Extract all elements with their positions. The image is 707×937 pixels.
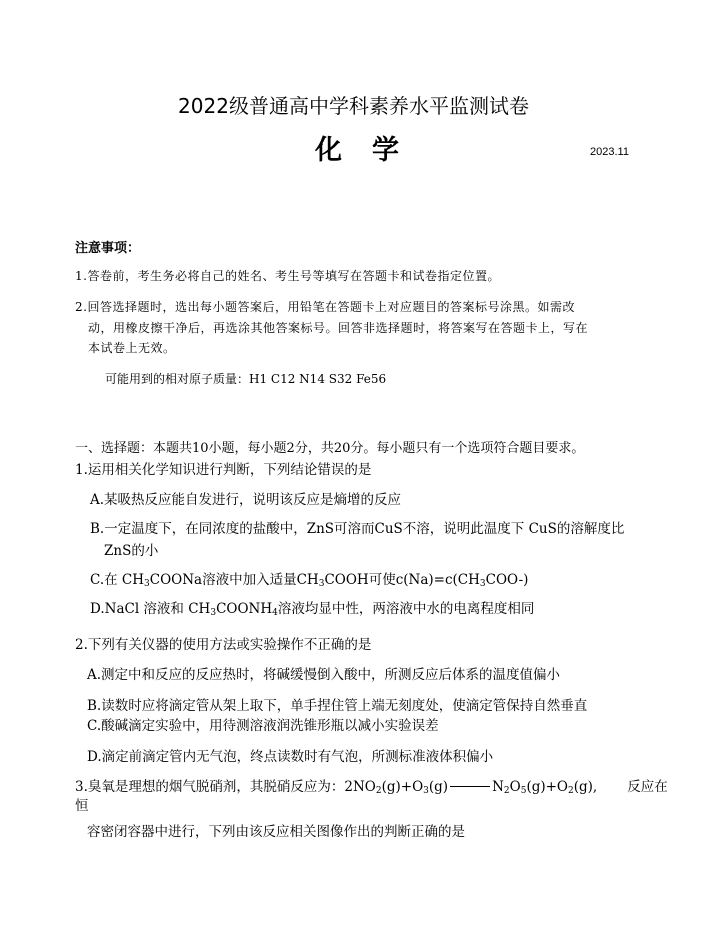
question-1-option-b-line-1: B.一定温度下，在同浓度的盐酸中，ZnS可溶而CuS不溶，说明此温度下 CuS的溶解度比 (90, 521, 625, 537)
reaction-arrow (450, 786, 490, 787)
question-1-option-b-line-2: ZnS的小 (104, 543, 159, 559)
question-3-stem-line-3: 容密闭容器中进行，下列由该反应相关图像作出的判断正确的是 (87, 824, 465, 840)
exam-date: 2023.11 (590, 146, 629, 158)
question-1-option-a: A.某吸热反应能自发进行，说明该反应是熵增的反应 (90, 492, 402, 508)
question-1-stem: 1.运用相关化学知识进行判断，下列结论错误的是 (75, 462, 372, 478)
subject-title: 化学 (315, 135, 429, 166)
question-3-stem: 3.臭氧是理想的烟气脱硝剂，其脱硝反应为：$2NO_2(g)+O_3(g)$ $N_2O_5(g)+O_2(g)$, 反应在 (75, 779, 668, 796)
question-2-stem: 2.下列有关仪器的使用方法或实验操作不正确的是 (75, 637, 372, 653)
atomic-masses: 可能用到的相对原子质量：H1 C12 N14 S32 Fe56 (105, 372, 387, 386)
notice-heading: 注意事项： (75, 241, 141, 256)
question-3-stem-line-2: 恒 (75, 798, 89, 814)
question-1-option-c: C.在 $CH_3COONa$溶液中加入适量$CH_3COOH$可使$c(Na)=c(CH_3COO-)$ (90, 572, 529, 589)
question-2-option-b: B.读数时应将滴定管从架上取下，单手捏住管上端无刻度处，使滴定管保持自然垂直 (87, 698, 588, 714)
question-2-option-d: D.滴定前滴定管内无气泡，终点读数时有气泡，所测标准液体积偏小 (87, 749, 494, 765)
section-heading: 一、选择题：本题共10小题，每小题2分，共20分。每小题只有一个选项符合题目要求。 (75, 441, 585, 456)
notice-item-1: 1.答卷前，考生务必将自己的姓名、考生号等填写在答题卡和试卷指定位置。 (75, 269, 500, 283)
notice-item-2-line-2: 动，用橡皮擦干净后，再选涂其他答案标号。回答非选择题时，将答案写在答题卡上，写在 (88, 321, 589, 335)
question-2-option-c: C.酸碱滴定实验中，用待测溶液润洗锥形瓶以减小实验误差 (87, 718, 439, 734)
question-2-option-a: A.测定中和反应的反应热时，将碱缓慢倒入酸中，所测反应后体系的温度值偏小 (87, 667, 561, 683)
exam-title: 2022级普通高中学科素养水平监测试卷 (178, 94, 529, 118)
question-1-option-d: D.NaCl 溶液和 $CH_3COONH_4$溶液均显中性，两溶液中水的电离程度相同 (90, 601, 535, 618)
notice-item-2-line-3: 本试卷上无效。 (88, 341, 176, 355)
notice-item-2-line-1: 2.回答选择题时，选出每小题答案后，用铅笔在答题卡上对应题目的答案标号涂黑。如需改 (75, 300, 575, 314)
